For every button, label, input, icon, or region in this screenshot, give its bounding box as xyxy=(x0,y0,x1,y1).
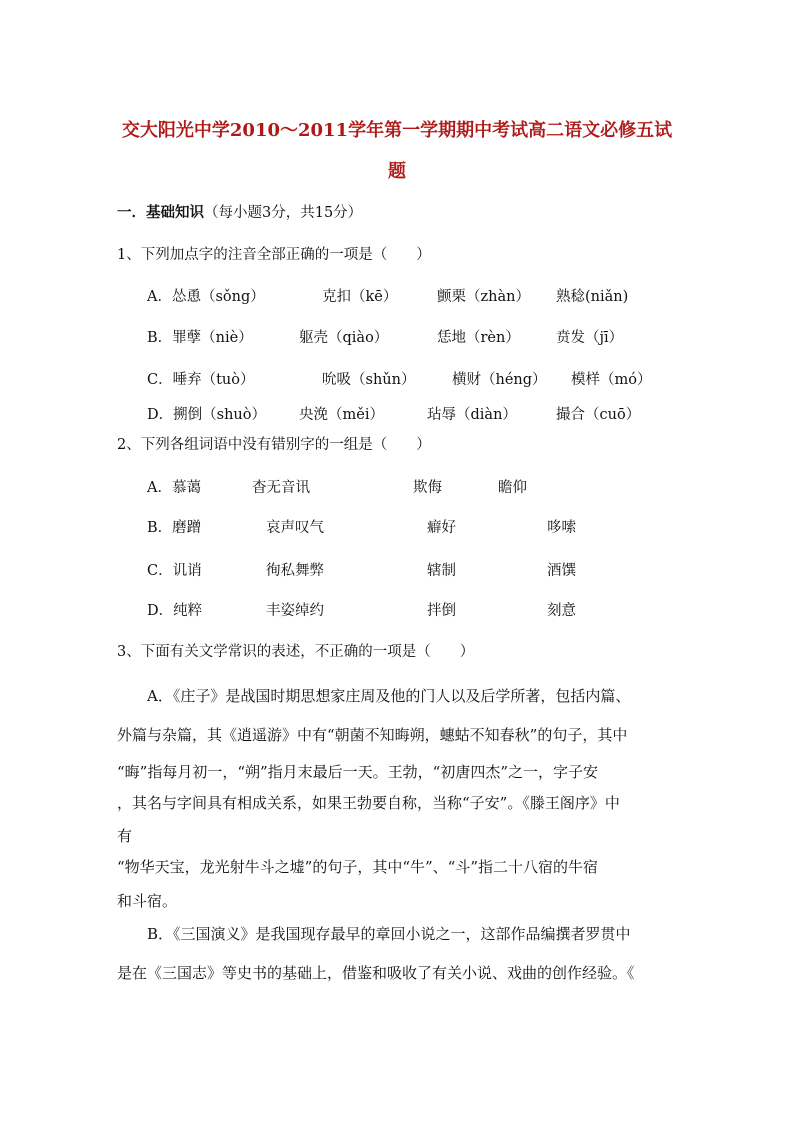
q2-option-d-item-1: D．纯粹 xyxy=(147,603,203,619)
question-3-stem: 3、下面有关文学常识的表述，不正确的一项是（ ） xyxy=(117,644,475,660)
q1-option-a-item-4: 熟稔(niǎn) xyxy=(556,289,629,305)
q2-option-c-item-3: 辖制 xyxy=(427,563,456,579)
q2-option-d-item-3: 拌倒 xyxy=(427,603,456,619)
q2-option-c-item-1: C．讥诮 xyxy=(147,563,202,579)
q2-option-a-item-4: 瞻仰 xyxy=(498,480,527,496)
q1-option-a-item-2: 克扣（kē） xyxy=(322,289,398,305)
q1-option-d-item-3: 玷辱（diàn） xyxy=(427,407,517,423)
q3-paragraph-a-line: “物华天宝，龙光射牛斗之墟”的句子，其中“牛”、“斗”指二十八宿的牛宿 xyxy=(117,858,599,876)
q1-option-c-item-1: C．唾弃（tuò） xyxy=(147,372,255,388)
q1-option-c-item-4: 模样（mó） xyxy=(571,372,652,388)
q1-option-d-item-1: D．搠倒（shuò） xyxy=(147,407,266,423)
q2-option-b-item-2: 哀声叹气 xyxy=(266,520,324,536)
q3-paragraph-a-line: A．《庄子》是战国时期思想家庄周及他的门人以及后学所著，包括内篇、 xyxy=(147,687,631,705)
q2-option-b-item-3: 癖好 xyxy=(427,520,456,536)
q1-option-a-item-3: 颤栗（zhàn） xyxy=(437,289,530,305)
q2-option-b-item-1: B．磨蹭 xyxy=(147,520,202,536)
q1-option-d-item-4: 撮合（cuō） xyxy=(556,407,641,423)
q1-option-b-item-1: B．罪孽（niè） xyxy=(147,330,253,346)
q1-option-a-item-1: A．怂恿（sǒng） xyxy=(147,289,265,305)
q2-option-d-item-2: 丰姿绰约 xyxy=(266,603,324,619)
document-title-line-2: 题 xyxy=(388,161,406,182)
q1-option-c-item-3: 横财（héng） xyxy=(452,372,547,388)
section-heading xyxy=(117,203,362,223)
q1-option-b-item-2: 躯壳（qiào） xyxy=(299,330,389,346)
q1-option-d-item-2: 央浼（měi） xyxy=(299,407,384,423)
section-label: 一．基础知识 xyxy=(117,204,204,221)
q3-paragraph-a-line: 有 xyxy=(117,827,133,845)
q1-option-b-item-3: 恁地（rèn） xyxy=(437,330,520,346)
q2-option-a-item-3: 欺侮 xyxy=(413,480,442,496)
q2-option-d-item-4: 刻意 xyxy=(547,603,576,619)
document-title-line-1: 交大阳光中学2010～2011学年第一学期期中考试高二语文必修五试 xyxy=(121,120,673,141)
q3-paragraph-a-line: 外篇与杂篇，其《逍遥游》中有“朝菌不知晦朔，蟪蛄不知春秋”的句子，其中 xyxy=(117,726,628,744)
q1-option-c-item-2: 吮吸（shǔn） xyxy=(322,372,416,388)
question-2-stem: 2、下列各组词语中没有错别字的一组是（ ） xyxy=(117,437,431,453)
q2-option-c-item-2: 徇私舞弊 xyxy=(266,563,324,579)
q2-option-a-item-1: A．慕蔼 xyxy=(147,480,201,496)
q3-paragraph-b-line: 是在《三国志》等史书的基础上，借鉴和吸收了有关小说、戏曲的创作经验。《 xyxy=(117,964,635,982)
section-note: （每小题3分，共15分） xyxy=(204,205,363,221)
q2-option-b-item-4: 哆嗦 xyxy=(547,520,576,536)
q3-paragraph-b-line: B．《三国演义》是我国现存最早的章回小说之一，这部作品编撰者罗贯中 xyxy=(147,925,631,943)
q3-paragraph-a-line: ，其名与字间具有相成关系，如果王勃要自称，当称“子安”。《滕王阁序》中 xyxy=(117,794,620,812)
q2-option-a-item-2: 杳无音讯 xyxy=(252,480,310,496)
q3-paragraph-a-line: 和斗宿。 xyxy=(117,892,178,910)
q2-option-c-item-4: 酒馔 xyxy=(547,563,576,579)
question-1-stem: 1、下列加点字的注音全部正确的一项是（ ） xyxy=(117,247,431,263)
q1-option-b-item-4: 贲发（jī） xyxy=(556,330,624,346)
q3-paragraph-a-line: “晦”指每月初一，“朔”指月末最后一天。王勃，“初唐四杰”之一，字子安 xyxy=(117,763,599,781)
